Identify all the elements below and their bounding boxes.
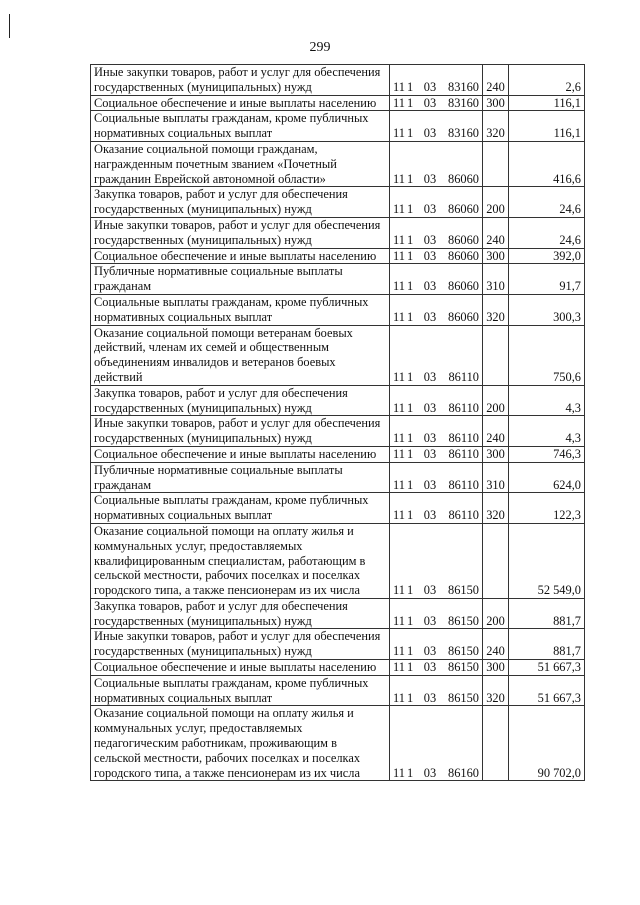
amount: 90 702,0	[509, 706, 585, 781]
expense-name: Оказание социальной помощи на оплату жилья и коммунальных услуг, предоставляемых педагогическим работникам, проживающим в сельской местности, рабочих поселках и поселках городского типа, а также пенсионерам из их числа	[91, 706, 390, 781]
code-subprogram: 1	[407, 279, 414, 294]
table-row	[91, 462, 585, 493]
table-row	[91, 446, 585, 462]
target-code	[390, 248, 483, 264]
code-direction: 86160	[448, 765, 479, 780]
code-program: 11	[393, 232, 405, 247]
code-program: 11	[393, 79, 405, 94]
code-main-event: 03	[423, 446, 437, 461]
code-direction: 83160	[448, 95, 479, 110]
amount: 746,3	[509, 446, 585, 462]
code-main-event: 03	[423, 660, 437, 675]
code-main-event: 03	[423, 279, 437, 294]
expense-type-code: 300	[483, 446, 509, 462]
margin-mark	[9, 14, 10, 38]
code-main-event: 03	[423, 369, 437, 384]
code-program: 11	[393, 508, 405, 523]
code-main-event: 03	[423, 171, 437, 186]
table-row	[91, 217, 585, 248]
expense-name: Закупка товаров, работ и услуг для обеспечения государственных (муниципальных) нужд	[91, 598, 390, 629]
table-row	[91, 706, 585, 781]
table-row	[91, 385, 585, 416]
code-direction: 86110	[448, 431, 479, 446]
target-code	[390, 111, 483, 142]
amount: 24,6	[509, 187, 585, 218]
expense-type-code: 320	[483, 111, 509, 142]
code-main-event: 03	[423, 248, 437, 263]
code-program: 11	[393, 613, 405, 628]
code-subprogram: 1	[407, 171, 414, 186]
code-subprogram: 1	[407, 613, 414, 628]
table-row	[91, 111, 585, 142]
expense-type-code: 320	[483, 294, 509, 325]
expense-type-code: 300	[483, 248, 509, 264]
expense-type-code	[483, 141, 509, 186]
code-main-event: 03	[423, 431, 437, 446]
code-main-event: 03	[423, 95, 437, 110]
code-main-event: 03	[423, 477, 437, 492]
budget-table	[90, 64, 585, 781]
code-program: 11	[393, 431, 405, 446]
target-code	[390, 706, 483, 781]
expense-name: Иные закупки товаров, работ и услуг для обеспечения государственных (муниципальных) нужд	[91, 65, 390, 96]
table-row	[91, 141, 585, 186]
expense-name: Публичные нормативные социальные выплаты гражданам	[91, 462, 390, 493]
code-program: 11	[393, 126, 405, 141]
expense-name: Социальное обеспечение и иные выплаты населению	[91, 660, 390, 676]
page-number: 299	[309, 40, 331, 55]
code-direction: 86150	[448, 644, 479, 659]
code-main-event: 03	[423, 644, 437, 659]
code-subprogram: 1	[407, 232, 414, 247]
amount: 416,6	[509, 141, 585, 186]
target-code	[390, 493, 483, 524]
code-direction: 86060	[448, 248, 479, 263]
code-subprogram: 1	[407, 400, 414, 415]
target-code	[390, 660, 483, 676]
target-code	[390, 446, 483, 462]
target-code	[390, 217, 483, 248]
expense-type-code: 300	[483, 95, 509, 111]
table-row	[91, 187, 585, 218]
code-direction: 83160	[448, 79, 479, 94]
code-program: 11	[393, 369, 405, 384]
code-subprogram: 1	[407, 126, 414, 141]
expense-name: Закупка товаров, работ и услуг для обеспечения государственных (муниципальных) нужд	[91, 187, 390, 218]
amount: 91,7	[509, 264, 585, 295]
code-direction: 86150	[448, 690, 479, 705]
code-program: 11	[393, 446, 405, 461]
amount: 116,1	[509, 111, 585, 142]
code-direction: 86060	[448, 232, 479, 247]
target-code	[390, 187, 483, 218]
expense-type-code: 310	[483, 264, 509, 295]
expense-name: Социальное обеспечение и иные выплаты населению	[91, 95, 390, 111]
code-subprogram: 1	[407, 644, 414, 659]
code-subprogram: 1	[407, 446, 414, 461]
expense-name: Социальное обеспечение и иные выплаты населению	[91, 446, 390, 462]
code-main-event: 03	[423, 232, 437, 247]
target-code	[390, 95, 483, 111]
code-subprogram: 1	[407, 202, 414, 217]
expense-type-code: 240	[483, 65, 509, 96]
code-main-event: 03	[423, 79, 437, 94]
expense-name: Социальное обеспечение и иные выплаты населению	[91, 248, 390, 264]
target-code	[390, 325, 483, 385]
code-main-event: 03	[423, 613, 437, 628]
code-subprogram: 1	[407, 79, 414, 94]
code-program: 11	[393, 171, 405, 186]
table-row	[91, 95, 585, 111]
target-code	[390, 141, 483, 186]
code-subprogram: 1	[407, 765, 414, 780]
amount: 4,3	[509, 385, 585, 416]
target-code	[390, 264, 483, 295]
expense-type-code: 320	[483, 493, 509, 524]
amount: 122,3	[509, 493, 585, 524]
expense-type-code: 310	[483, 462, 509, 493]
expense-type-code: 240	[483, 217, 509, 248]
table-row	[91, 294, 585, 325]
code-program: 11	[393, 644, 405, 659]
code-main-event: 03	[423, 400, 437, 415]
expense-name: Оказание социальной помощи на оплату жилья и коммунальных услуг, предоставляемых квалифицированным специалистам, работающим в сельской местности, рабочих поселках и поселках городского типа, а также пенсионерам из их числа	[91, 523, 390, 598]
amount: 24,6	[509, 217, 585, 248]
table-row	[91, 264, 585, 295]
code-direction: 86060	[448, 202, 479, 217]
amount: 624,0	[509, 462, 585, 493]
table-row	[91, 523, 585, 598]
expense-name: Закупка товаров, работ и услуг для обеспечения государственных (муниципальных) нужд	[91, 385, 390, 416]
expense-name: Социальные выплаты гражданам, кроме публичных нормативных социальных выплат	[91, 294, 390, 325]
code-main-event: 03	[423, 765, 437, 780]
code-subprogram: 1	[407, 660, 414, 675]
amount: 750,6	[509, 325, 585, 385]
table-row	[91, 248, 585, 264]
target-code	[390, 416, 483, 447]
expense-type-code: 200	[483, 187, 509, 218]
amount: 52 549,0	[509, 523, 585, 598]
code-program: 11	[393, 95, 405, 110]
expense-type-code	[483, 706, 509, 781]
code-main-event: 03	[423, 583, 437, 598]
code-direction: 83160	[448, 126, 479, 141]
code-direction: 86110	[448, 508, 479, 523]
amount: 881,7	[509, 629, 585, 660]
code-subprogram: 1	[407, 309, 414, 324]
target-code	[390, 385, 483, 416]
expense-type-code: 240	[483, 416, 509, 447]
table-row	[91, 65, 585, 96]
code-program: 11	[393, 765, 405, 780]
expense-name: Оказание социальной помощи ветеранам боевых действий, членам их семей и общественным объединениям инвалидов и ветеранов боевых действий	[91, 325, 390, 385]
expense-type-code: 320	[483, 675, 509, 706]
code-subprogram: 1	[407, 369, 414, 384]
expense-name: Иные закупки товаров, работ и услуг для обеспечения государственных (муниципальных) нужд	[91, 629, 390, 660]
code-main-event: 03	[423, 508, 437, 523]
expense-name: Социальные выплаты гражданам, кроме публичных нормативных социальных выплат	[91, 675, 390, 706]
code-direction: 86060	[448, 279, 479, 294]
expense-name: Публичные нормативные социальные выплаты гражданам	[91, 264, 390, 295]
expense-name: Социальные выплаты гражданам, кроме публичных нормативных социальных выплат	[91, 111, 390, 142]
expense-type-code	[483, 325, 509, 385]
code-direction: 86110	[448, 369, 479, 384]
code-direction: 86110	[448, 477, 479, 492]
table-row	[91, 325, 585, 385]
code-direction: 86110	[448, 400, 479, 415]
code-main-event: 03	[423, 309, 437, 324]
code-direction: 86150	[448, 583, 479, 598]
amount: 51 667,3	[509, 675, 585, 706]
target-code	[390, 598, 483, 629]
table-row	[91, 660, 585, 676]
expense-type-code: 300	[483, 660, 509, 676]
code-direction: 86150	[448, 613, 479, 628]
code-subprogram: 1	[407, 508, 414, 523]
code-program: 11	[393, 248, 405, 263]
code-direction: 86060	[448, 309, 479, 324]
code-program: 11	[393, 309, 405, 324]
code-subprogram: 1	[407, 431, 414, 446]
amount: 300,3	[509, 294, 585, 325]
code-direction: 86060	[448, 171, 479, 186]
code-program: 11	[393, 400, 405, 415]
target-code	[390, 523, 483, 598]
code-subprogram: 1	[407, 690, 414, 705]
target-code	[390, 462, 483, 493]
expense-type-code: 200	[483, 598, 509, 629]
expense-type-code: 240	[483, 629, 509, 660]
target-code	[390, 65, 483, 96]
code-direction: 86110	[448, 446, 479, 461]
table-row	[91, 675, 585, 706]
code-subprogram: 1	[407, 248, 414, 263]
target-code	[390, 629, 483, 660]
code-program: 11	[393, 279, 405, 294]
code-main-event: 03	[423, 690, 437, 705]
code-program: 11	[393, 583, 405, 598]
table-row	[91, 598, 585, 629]
code-subprogram: 1	[407, 477, 414, 492]
code-subprogram: 1	[407, 583, 414, 598]
amount: 4,3	[509, 416, 585, 447]
amount: 881,7	[509, 598, 585, 629]
code-program: 11	[393, 690, 405, 705]
expense-type-code: 200	[483, 385, 509, 416]
expense-type-code	[483, 523, 509, 598]
target-code	[390, 294, 483, 325]
code-direction: 86150	[448, 660, 479, 675]
amount: 392,0	[509, 248, 585, 264]
table-row	[91, 416, 585, 447]
code-program: 11	[393, 660, 405, 675]
expense-name: Социальные выплаты гражданам, кроме публичных нормативных социальных выплат	[91, 493, 390, 524]
code-program: 11	[393, 477, 405, 492]
code-main-event: 03	[423, 126, 437, 141]
table-row	[91, 629, 585, 660]
expense-name: Иные закупки товаров, работ и услуг для обеспечения государственных (муниципальных) нужд	[91, 416, 390, 447]
expense-name: Оказание социальной помощи гражданам, награжденным почетным званием «Почетный гражданин Еврейской автономной области»	[91, 141, 390, 186]
table-row	[91, 493, 585, 524]
expense-name: Иные закупки товаров, работ и услуг для обеспечения государственных (муниципальных) нужд	[91, 217, 390, 248]
amount: 51 667,3	[509, 660, 585, 676]
code-subprogram: 1	[407, 95, 414, 110]
target-code	[390, 675, 483, 706]
amount: 2,6	[509, 65, 585, 96]
code-main-event: 03	[423, 202, 437, 217]
code-program: 11	[393, 202, 405, 217]
amount: 116,1	[509, 95, 585, 111]
